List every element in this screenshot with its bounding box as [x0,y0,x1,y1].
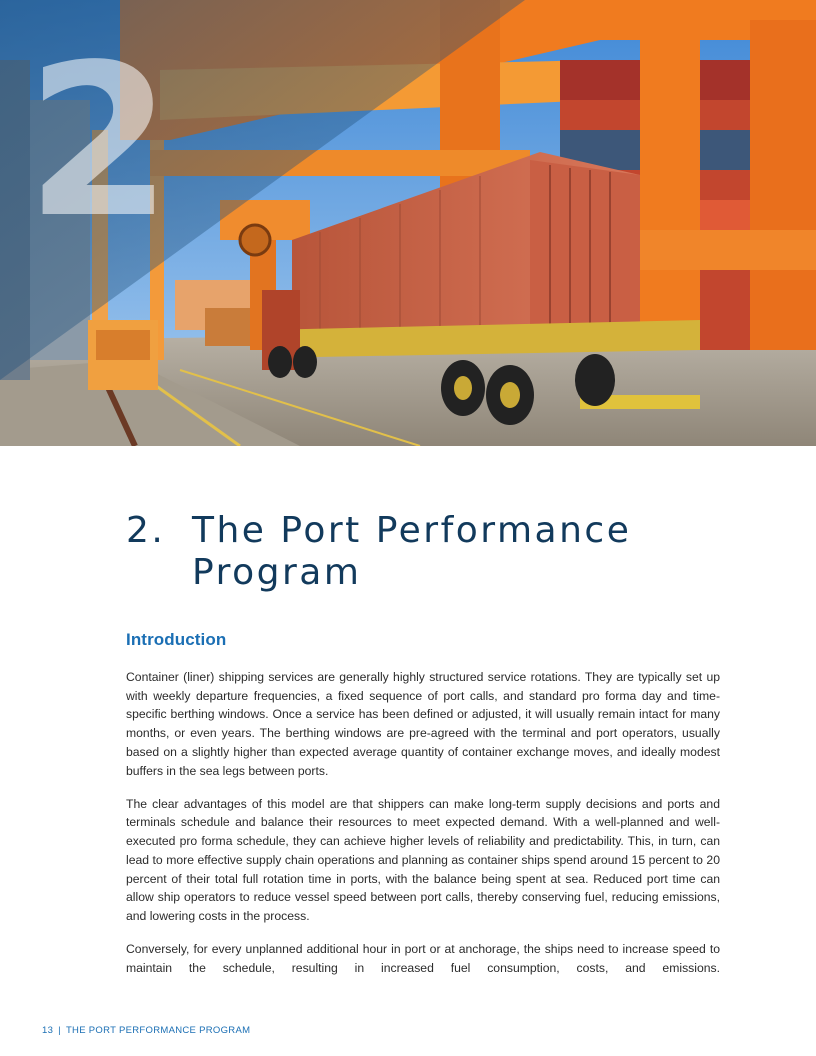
chapter-title-text: The Port Performance Program [192,510,632,593]
page-footer [42,1025,250,1036]
running-title: THE PORT PERFORMANCE PROGRAM [65,1025,251,1036]
section-heading: Introduction [126,630,227,649]
hero-image [0,0,816,446]
paragraph: Conversely, for every unplanned additional hour in port or at anchorage, the ships need to increase speed to maintain the schedule, resulting in increased fuel consumption, costs, and emissions. [126,942,720,975]
chapter-numeral-watermark: 2 [26,19,169,264]
page-number: 13 [42,1025,54,1036]
paragraph: The clear advantages of this model are that shippers can make long-term supply decisions and ports and terminals schedule and balance their resources to meet expected demand. With a well-planned and well-executed pro forma schedule, they can achieve higher levels of reliability and predictability. This, in turn, can lead to more effective supply chain operations and planning as container ships spend around 15 percent to 20 percent of their total full rotation time in ports, with the balance being spent at sea. Reduced port time can allow ship operators to reduce vessel speed between port calls, thereby conserving fuel, reducing emissions, and lowering costs in the process. [126,796,720,923]
paragraph: Container (liner) shipping services are generally highly structured service rotations. They are typically set up with weekly departure frequencies, a fixed sequence of port calls, and standard pro forma day and time-specific berthing windows. Once a service has been defined or adjusted, it will usually remain intact for many months, or even years. The berthing windows are pre-agreed with the terminal and port operators, usually based on a slightly higher than expected average quantity of container exchange moves, and ideally modest buffers in the sea legs between ports. [126,670,720,778]
chapter-number: 2. [126,510,166,551]
footer-separator: | [58,1025,61,1036]
body-text [126,668,720,978]
page-title [126,510,746,594]
container-port-photo [0,0,816,446]
